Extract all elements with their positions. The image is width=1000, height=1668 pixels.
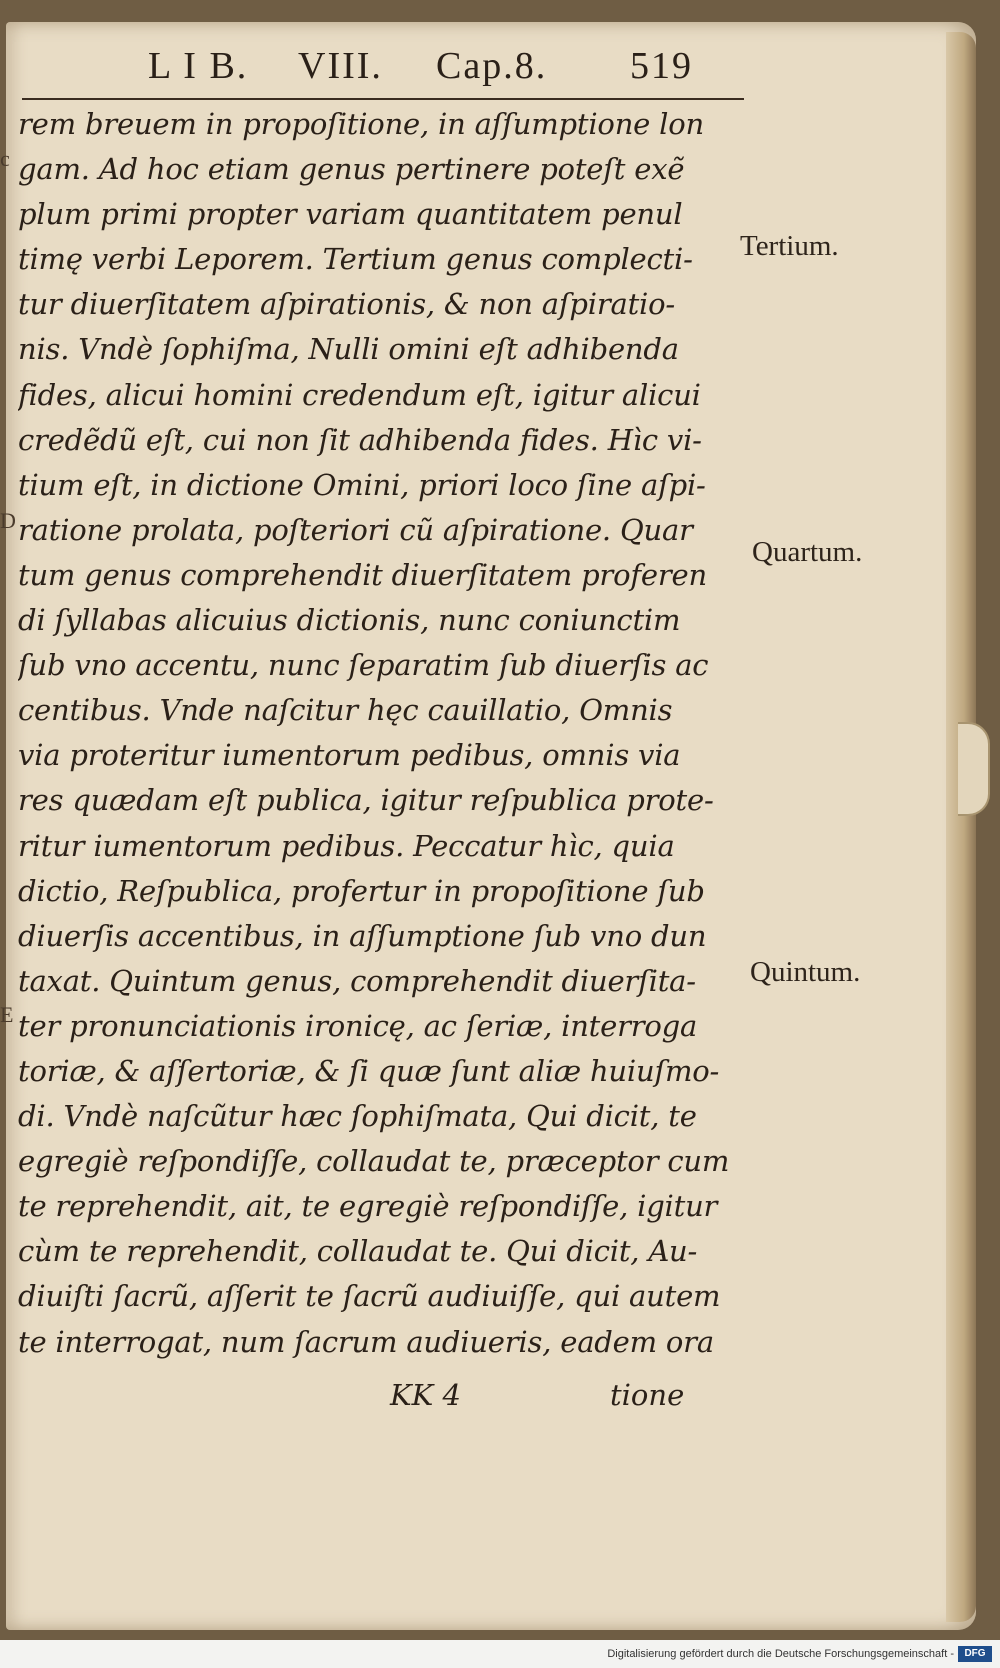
header-chapter: Cap.8. [436,45,548,87]
body-text [18,102,738,1365]
text-line: ritur iumentorum pedibus. Peccatur hìc, quia [18,828,675,863]
text-line: via proteritur iumentorum pedibus, omnis via [18,738,681,773]
text-line: te reprehendit, ait, te egregiè reſpondiſſe, igitur [18,1189,718,1224]
text-line: toriæ, & aſſertoriæ, & ſi quæ ſunt aliæ huiuſmo- [18,1053,720,1088]
text-line: diuiſti ſacrũ, aſſerit te ſacrũ audiuiſſe, qui autem [18,1279,721,1314]
edge-letter-d: D [0,508,16,533]
text-line: centibus. Vnde naſcitur hęc cauillatio, Omnis [18,693,673,728]
text-line: di. Vndè naſcũtur hæc ſophiſmata, Qui dicit, te [18,1099,697,1134]
text-line: egregiè reſpondiſſe, collaudat te, præceptor cum [18,1144,730,1179]
text-line: tium eſt, in dictione Omini, priori loco ſine aſpi- [18,467,706,502]
text-line: gam. Ad hoc etiam genus pertinere poteſt exẽ [18,152,685,187]
running-header [148,44,728,94]
header-book-number: VIII. [298,45,383,87]
text-line: rem breuem in propoſitione, in aſſumptione lon [18,107,704,141]
header-book: L I B. [148,45,249,87]
page-tab [958,722,990,816]
text-line: diuerſis accentibus, in aſſumptione ſub vno dun [18,918,707,953]
edge-letter-c: c [0,146,10,171]
text-line: taxat. Quintum genus, comprehendit diuerſita- [18,963,696,998]
header-rule [22,98,744,100]
text-line: res quædam eſt publica, igitur reſpublica prote- [18,783,714,818]
text-line: dictio, Reſpublica, profertur in propoſitione ſub [18,873,705,908]
text-line: fides, alicui homini credendum eſt, igitur alicui [18,377,701,412]
text-line: tum genus comprehendit diuerſitatem proferen [18,557,707,592]
text-line: plum primi propter variam quantitatem penul [18,197,683,232]
dfg-logo: DFG [958,1646,992,1662]
margin-note-quartum: Quartum. [752,536,863,568]
text-line: nis. Vndè ſophiſma, Nulli omini eſt adhibenda [18,332,679,367]
margin-note-tertium: Tertium. [740,230,839,262]
text-line: ter pronunciationis ironicę, ac ſeriæ, interroga [18,1008,698,1043]
edge-letter-e: E [0,1002,14,1027]
text-line: timę verbi Leporem. Tertium genus complecti- [18,242,693,277]
text-line: ſub vno accentu, nunc ſeparatim ſub diuerſis ac [18,648,709,683]
text-line: credẽdũ eſt, cui non ſit adhibenda fides. Hìc vi- [18,422,702,457]
signature-mark: KK 4 [390,1378,461,1412]
footer-funding-text: Digitalisierung gefördert durch die Deutsche Forschungsgemeinschaft - [607,1648,954,1660]
catchword: tione [610,1378,685,1412]
footer-bar [0,1640,1000,1668]
page-edge [946,32,976,1622]
text-line: te interrogat, num ſacrum audiueris, eadem ora [18,1324,714,1359]
text-line: ratione prolata, poſteriori cũ aſpiratione. Quar [18,512,693,547]
margin-note-quintum: Quintum. [750,956,861,988]
text-line: di ſyllabas alicuius dictionis, nunc coniunctim [18,603,681,638]
text-line: cùm te reprehendit, collaudat te. Qui dicit, Au- [18,1234,698,1269]
page-number: 519 [630,45,693,87]
text-line: tur diuerſitatem aſpirationis, & non aſpiratio- [18,287,675,322]
